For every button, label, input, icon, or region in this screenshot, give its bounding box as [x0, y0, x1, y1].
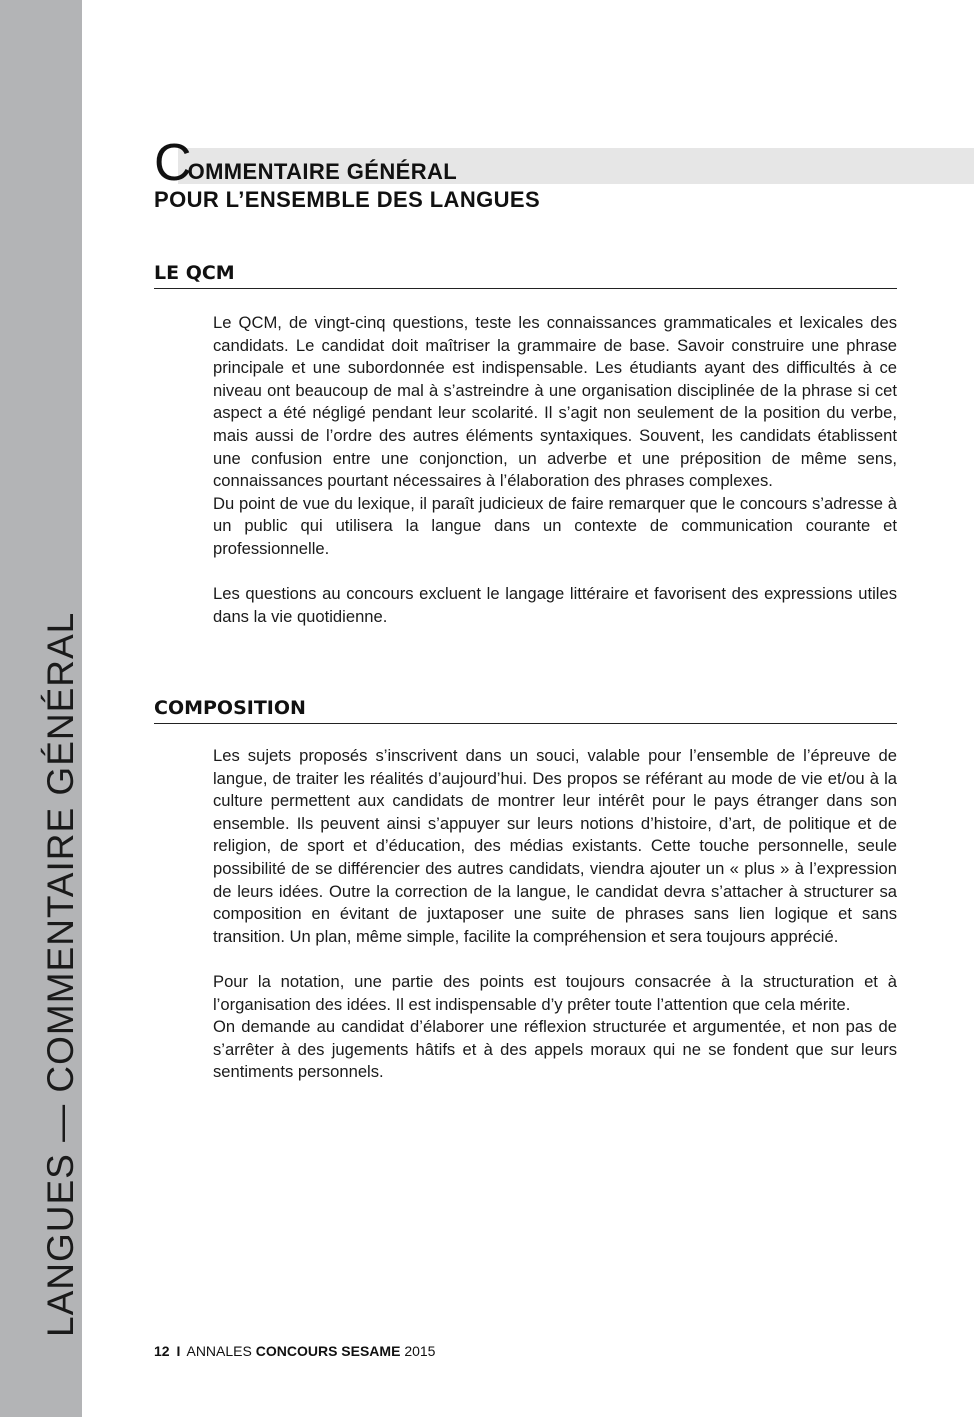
paragraph: Les sujets proposés s’inscrivent dans un souci, valable pour l’ensemble de l’épreuve de langue, de traiter les réalités d’aujourd’hui. Des propos se référant au mode de vie et/ou à la culture permettent aux candidats de montrer leur intérêt pour le pays étranger dans son ensemble. Ils peuvent ainsi s’appuyer sur leurs notions d’histoire, d’art, de politique et de religion, de sport et d’éducation, des médias existants. Cette touche personnelle, seule possibilité de se différencier des autres candidats, viendra ajouter un « plus » à l’expression de leurs idées. Outre la correction de la langue, le candidat devra s’attacher à structurer sa composition en évitant de juxtaposer une suite de phrases sans lien logique et sans transition. Un plan, même simple, facilite la compréhension et sera toujours apprécié.: [213, 746, 897, 946]
title-line1: OMMENTAIRE GÉNÉRAL: [187, 159, 458, 184]
section-body-qcm: [213, 312, 897, 628]
vertical-section-title: LANGUES — COMMENTAIRE GÉNÉRAL: [40, 611, 81, 1337]
page-title: [154, 134, 541, 214]
footer-separator: I: [176, 1343, 181, 1359]
page-number: 12: [154, 1343, 170, 1359]
footer-year: 2015: [404, 1343, 436, 1359]
section-heading-composition: COMPOSITION: [154, 697, 897, 724]
page-footer: [154, 1343, 435, 1359]
title-initial: C: [154, 134, 188, 192]
section-body-composition: [213, 745, 897, 1084]
paragraph: Le QCM, de vingt-cinq questions, teste les connaissances grammaticales et lexicales des candidats. Le candidat doit maîtriser la grammaire de base. Savoir construire une phrase principale et une subordonnée est indispensable. Les étudiants ayant des difficultés à ce niveau ont beaucoup de mal à s’astreindre à une organisation disciplinée de la phrase si cet aspect a été négligé pendant leur scolarité. Il s’agit non seulement de la position du verbe, mais aussi de l’ordre des autres éléments syntaxiques. Souvent, les candidats établissent une confusion entre une conjonction, un adverbe et une préposition de même sens, connaissances pourtant nécessaires à l’élaboration des phrases complexes.: [213, 313, 897, 491]
title-line2: POUR L’ENSEMBLE DES LANGUES: [154, 187, 541, 212]
footer-prefix: ANNALES: [186, 1343, 252, 1359]
section-heading-qcm: LE QCM: [154, 262, 897, 289]
paragraph: Les questions au concours excluent le langage littéraire et favorisent des expressions utiles dans la vie quotidienne.: [213, 584, 897, 626]
paragraph: On demande au candidat d’élaborer une réflexion structurée et argumentée, et non pas de s’arrêter à des jugements hâtifs et à des appels moraux qui ne se fondent que sur leurs sentiments personnels.: [213, 1017, 897, 1082]
paragraph: Pour la notation, une partie des points est toujours consacrée à la structuration et à l’organisation des idées. Il est indispensable d’y prêter toute l’attention que cela mérite.: [213, 971, 897, 1014]
paragraph: Du point de vue du lexique, il paraît judicieux de faire remarquer que le concours s’adresse à un public qui utilisera la langue dans un contexte de communication courante et professionnelle.: [213, 493, 897, 558]
footer-brand: CONCOURS SESAME: [255, 1343, 401, 1359]
